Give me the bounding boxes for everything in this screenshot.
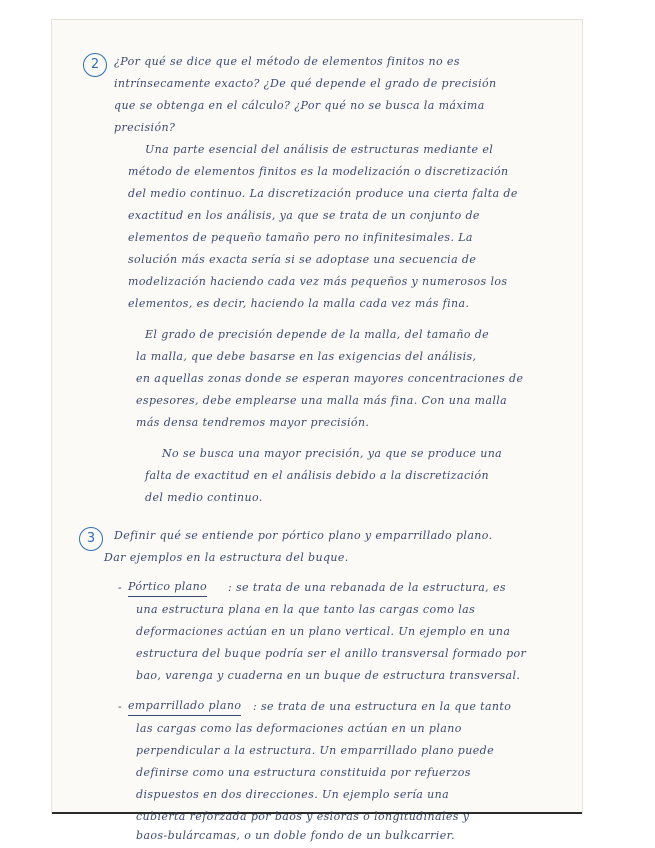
- item-2-dash: -: [118, 700, 123, 713]
- answer-2-paragraph-1-line: elementos de pequeño tamaño pero no infinitesimales. La: [128, 231, 473, 244]
- item-1-dash: -: [118, 581, 123, 594]
- answer-2-paragraph-1-line: del medio continuo. La discretización produce una cierta falta de: [128, 187, 518, 200]
- item-1-line: estructura del buque podría ser el anillo transversal formado por: [136, 647, 527, 660]
- answer-2-paragraph-3-line: del medio continuo.: [145, 491, 263, 504]
- item-1-line: bao, varenga y cuaderna en un buque de estructura transversal.: [136, 669, 521, 682]
- item-2-line: cubierta reforzada por baos y esloras o longitudinales y: [136, 810, 470, 823]
- answer-2-paragraph-1-line: exactitud en los análisis, ya que se trata de un conjunto de: [128, 209, 480, 222]
- question-2-number-badge: 2: [83, 53, 107, 77]
- answer-2-paragraph-1-line: Una parte esencial del análisis de estructuras mediante el: [145, 143, 494, 156]
- question-2-line: ¿Por qué se dice que el método de elementos finitos no es: [114, 55, 460, 68]
- item-2-line: las cargas como las deformaciones actúan en un plano: [136, 722, 462, 735]
- answer-2-paragraph-1-line: modelización haciendo cada vez más pequeños y numerosos los: [128, 275, 508, 288]
- answer-2-paragraph-2-line: en aquellas zonas donde se esperan mayores concentraciones de: [136, 372, 524, 385]
- question-3-line: Dar ejemplos en la estructura del buque.: [104, 551, 349, 564]
- item-2-line: definirse como una estructura constituida por refuerzos: [136, 766, 471, 779]
- answer-2-paragraph-1-line: método de elementos finitos es la modelización o discretización: [128, 165, 509, 178]
- answer-2-paragraph-3-line: No se busca una mayor precisión, ya que se produce una: [162, 447, 503, 460]
- question-3-number-badge: 3: [79, 527, 103, 551]
- answer-2-paragraph-2-line: El grado de precisión depende de la malla, del tamaño de: [145, 328, 490, 341]
- answer-2-paragraph-2-line: más densa tendremos mayor precisión.: [136, 416, 370, 429]
- item-2-line: dispuestos en dos direcciones. Un ejemplo sería una: [136, 788, 450, 801]
- item-1-line: : se trata de una rebanada de la estructura, es: [228, 581, 506, 594]
- answer-2-paragraph-2-line: la malla, que debe basarse en las exigencias del análisis,: [136, 350, 477, 363]
- item-2-term: emparrillado plano: [128, 697, 241, 716]
- item-1-term: Pórtico plano: [128, 578, 207, 597]
- item-2-line: perpendicular a la estructura. Un emparrillado plano puede: [136, 744, 494, 757]
- item-2-line: : se trata de una estructura en la que tanto: [253, 700, 512, 713]
- question-2-line: que se obtenga en el cálculo? ¿Por qué no se busca la máxima: [114, 99, 485, 112]
- answer-2-paragraph-2-line: espesores, debe emplearse una malla más fina. Con una malla: [136, 394, 508, 407]
- answer-2-paragraph-1-line: elementos, es decir, haciendo la malla cada vez más fina.: [128, 297, 470, 310]
- question-2-line: intrínsecamente exacto? ¿De qué depende el grado de precisión: [114, 77, 497, 90]
- answer-2-paragraph-3-line: falta de exactitud en el análisis debido a la discretización: [145, 469, 489, 482]
- item-1-line: una estructura plana en la que tanto las cargas como las: [136, 603, 476, 616]
- item-2-line: baos-bulárcamas, o un doble fondo de un bulkcarrier.: [136, 829, 455, 842]
- item-1-line: deformaciones actúan en un plano vertical. Un ejemplo en una: [136, 625, 511, 638]
- answer-2-paragraph-1-line: solución más exacta sería si se adoptase una secuencia de: [128, 253, 477, 266]
- question-2-line: precisión?: [114, 121, 176, 134]
- question-3-line: Definir qué se entiende por pórtico plano y emparrillado plano.: [114, 529, 493, 542]
